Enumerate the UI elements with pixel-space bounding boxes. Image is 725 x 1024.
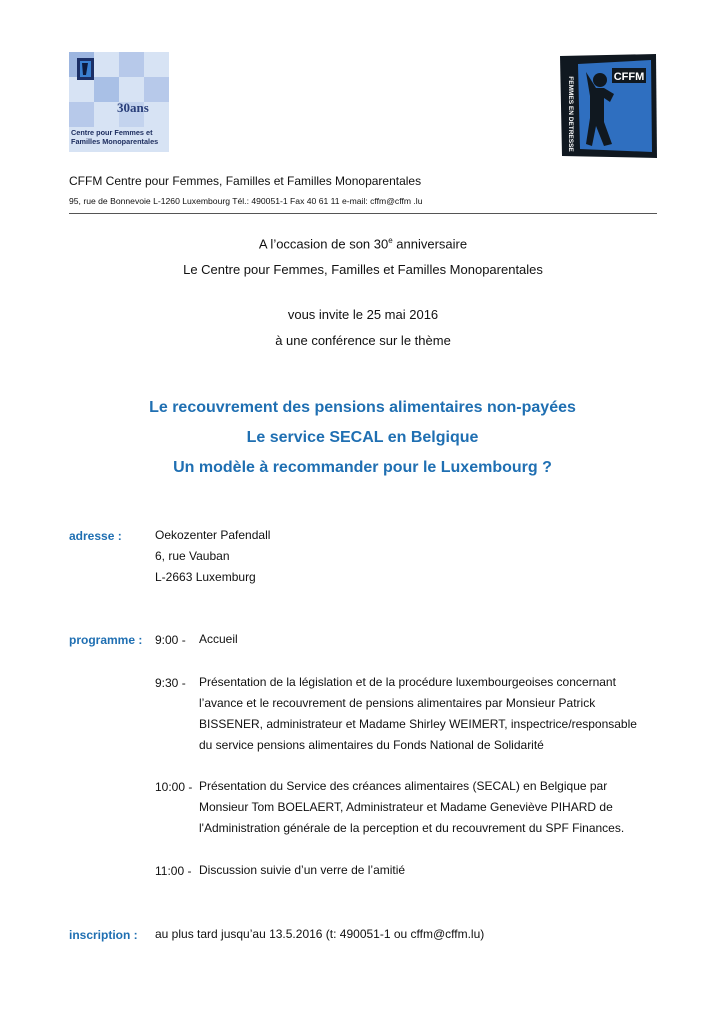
programme-line: Présentation du Service des créances alimentaires (SECAL) en Belgique par xyxy=(199,779,608,793)
programme-line: Discussion suivie d’un verre de l’amitié xyxy=(199,863,406,877)
intro-superscript: e xyxy=(388,236,393,245)
programme-time: 11:00 - xyxy=(155,864,192,878)
programme-line: l'Administration générale de la perception et du recouvrement du SPF Finances. xyxy=(199,821,625,835)
adresse-line: Oekozenter Pafendall xyxy=(155,528,271,542)
programme-line: Accueil xyxy=(199,632,238,646)
logo-caption-line: Centre pour Femmes et xyxy=(71,128,153,137)
inscription-label: inscription : xyxy=(69,928,138,942)
logo-caption xyxy=(71,128,169,146)
programme-line: Monsieur Tom BOELAERT, Administrateur et Madame Geneviève PIHARD de xyxy=(199,800,613,814)
adresse-line: 6, rue Vauban xyxy=(155,549,230,563)
logo-caption-line: Familles Monoparentales xyxy=(71,137,159,146)
cffm-logo xyxy=(556,52,660,162)
adresse-block xyxy=(155,525,270,588)
organization-name: CFFM Centre pour Femmes, Familles et Familles Monoparentales xyxy=(69,174,422,188)
figure-head-icon xyxy=(593,73,607,87)
intro-text: A l’occasion de son 30 xyxy=(258,236,389,252)
programme-time: 9:00 - xyxy=(155,633,186,647)
inscription-text: au plus tard jusqu’au 13.5.2016 (t: 490051-1 ou cffm@cffm.lu) xyxy=(155,927,485,941)
conference-title-line3: Un modèle à recommander pour le Luxembourg ? xyxy=(173,459,552,476)
conference-title-line1: Le recouvrement des pensions alimentaires non-payées xyxy=(149,399,576,416)
programme-item xyxy=(199,860,405,881)
programme-time: 9:30 - xyxy=(155,676,186,690)
programme-line: l’avance et le recouvrement de pensions alimentaires par Monsieur Patrick xyxy=(199,696,596,710)
logo-vertical-text: FEMMES EN DETRESSE xyxy=(567,76,574,152)
intro-anniversary xyxy=(69,236,657,251)
programme-line: Présentation de la législation et de la procédure luxembourgeoises concernant xyxy=(199,675,616,689)
conference-title-line2: Le service SECAL en Belgique xyxy=(246,429,479,446)
header-divider xyxy=(69,213,657,214)
programme-line: du service pensions alimentaires du Fonds National de Solidarité xyxy=(199,738,544,752)
intro-conference-theme: à une conférence sur le thème xyxy=(275,333,451,348)
programme-item xyxy=(199,776,624,839)
organization-address: 95, rue de Bonnevoie L-1260 Luxembourg Tél.: 490051-1 Fax 40 61 11 e-mail: cffm@cffm .lu xyxy=(69,196,423,206)
programme-line: BISSENER, administrateur et Madame Shirley WEIMERT, inspectrice/responsable xyxy=(199,717,637,731)
programme-item xyxy=(199,672,637,756)
programme-label: programme : xyxy=(69,633,143,647)
cffm-30ans-logo xyxy=(69,52,169,152)
adresse-label: adresse : xyxy=(69,529,122,543)
adresse-line: L-2663 Luxemburg xyxy=(155,570,256,584)
programme-time: 10:00 - xyxy=(155,780,193,794)
logo-cffm-text: CFFM xyxy=(613,71,645,83)
intro-invite-date: vous invite le 25 mai 2016 xyxy=(287,307,439,322)
intro-centre-name: Le Centre pour Femmes, Familles et Familles Monoparentales xyxy=(183,262,543,277)
intro-text: anniversaire xyxy=(392,236,468,252)
programme-item xyxy=(199,629,238,650)
thirty-ans-mark: 30ans xyxy=(117,100,149,115)
